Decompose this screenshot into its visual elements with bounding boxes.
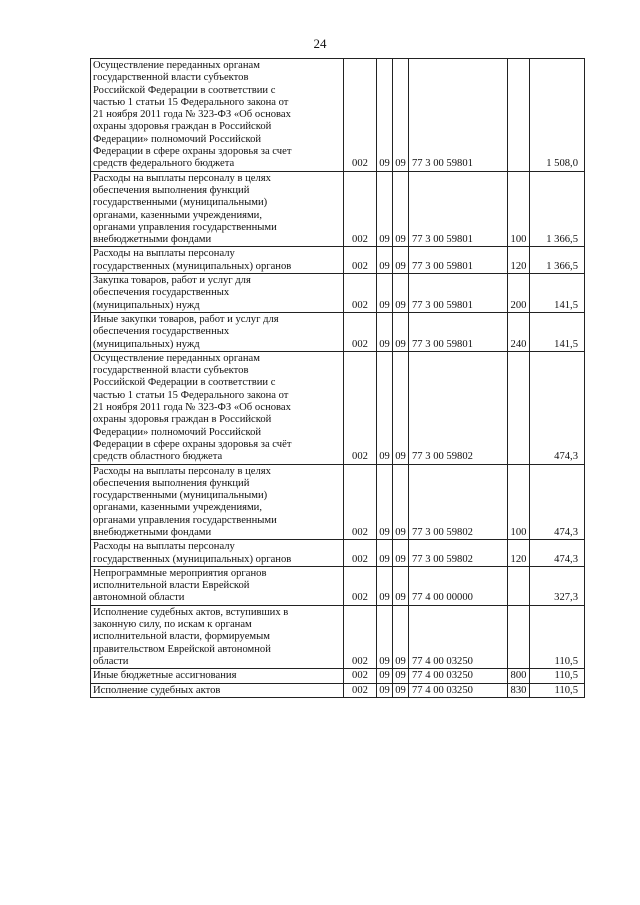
target-article-code-cell: 77 4 00 03250 (409, 683, 508, 697)
gr-code-cell: 002 (344, 566, 377, 605)
expense-type-code-cell: 830 (508, 683, 530, 697)
target-article-code-cell: 77 4 00 03250 (409, 669, 508, 683)
expense-type-code-cell: 100 (508, 171, 530, 247)
target-article-code-cell: 77 3 00 59801 (409, 274, 508, 313)
row-name-cell: Закупка товаров, работ и услуг для обеспечения государственных (муниципальных) нужд (91, 274, 344, 313)
subsection-code-cell: 09 (393, 669, 409, 683)
gr-code-cell: 002 (344, 540, 377, 567)
amount-cell: 110,5 (530, 669, 585, 683)
expense-type-code-cell: 800 (508, 669, 530, 683)
subsection-code-cell: 09 (393, 566, 409, 605)
table-row (91, 669, 585, 683)
expense-type-code-cell (508, 351, 530, 464)
amount-cell: 110,5 (530, 605, 585, 668)
expense-type-code-cell: 120 (508, 247, 530, 274)
amount-cell: 141,5 (530, 274, 585, 313)
section-code-cell: 09 (377, 566, 393, 605)
section-code-cell: 09 (377, 59, 393, 172)
subsection-code-cell: 09 (393, 59, 409, 172)
table-row (91, 312, 585, 351)
table-row (91, 274, 585, 313)
table-body (91, 59, 585, 698)
row-name-cell: Непрограммные мероприятия органов исполнительной власти Еврейской автономной области (91, 566, 344, 605)
amount-cell: 1 366,5 (530, 247, 585, 274)
expense-type-code-cell (508, 59, 530, 172)
target-article-code-cell: 77 3 00 59801 (409, 247, 508, 274)
row-name-cell: Расходы на выплаты персоналу государственных (муниципальных) органов (91, 540, 344, 567)
subsection-code-cell: 09 (393, 312, 409, 351)
table-row (91, 540, 585, 567)
gr-code-cell: 002 (344, 171, 377, 247)
amount-cell: 110,5 (530, 683, 585, 697)
table-row (91, 464, 585, 540)
table-row (91, 247, 585, 274)
row-name-cell: Иные бюджетные ассигнования (91, 669, 344, 683)
row-name-cell: Расходы на выплаты персоналу государственных (муниципальных) органов (91, 247, 344, 274)
target-article-code-cell: 77 3 00 59802 (409, 464, 508, 540)
subsection-code-cell: 09 (393, 605, 409, 668)
amount-cell: 474,3 (530, 540, 585, 567)
expense-type-code-cell (508, 605, 530, 668)
expense-type-code-cell: 120 (508, 540, 530, 567)
row-name-cell: Исполнение судебных актов (91, 683, 344, 697)
subsection-code-cell: 09 (393, 464, 409, 540)
gr-code-cell: 002 (344, 351, 377, 464)
section-code-cell: 09 (377, 351, 393, 464)
target-article-code-cell: 77 3 00 59801 (409, 59, 508, 172)
expense-type-code-cell (508, 566, 530, 605)
amount-cell: 1 366,5 (530, 171, 585, 247)
section-code-cell: 09 (377, 464, 393, 540)
subsection-code-cell: 09 (393, 274, 409, 313)
table-row (91, 683, 585, 697)
amount-cell: 141,5 (530, 312, 585, 351)
expense-type-code-cell: 100 (508, 464, 530, 540)
section-code-cell: 09 (377, 274, 393, 313)
budget-table (90, 58, 585, 698)
gr-code-cell: 002 (344, 274, 377, 313)
row-name-cell: Иные закупки товаров, работ и услуг для обеспечения государственных (муниципальных) нужд (91, 312, 344, 351)
subsection-code-cell: 09 (393, 540, 409, 567)
section-code-cell: 09 (377, 247, 393, 274)
table-row (91, 171, 585, 247)
target-article-code-cell: 77 3 00 59801 (409, 171, 508, 247)
subsection-code-cell: 09 (393, 247, 409, 274)
section-code-cell: 09 (377, 683, 393, 697)
expense-type-code-cell: 200 (508, 274, 530, 313)
subsection-code-cell: 09 (393, 171, 409, 247)
page-number: 24 (313, 36, 327, 51)
table-row (91, 566, 585, 605)
section-code-cell: 09 (377, 171, 393, 247)
section-code-cell: 09 (377, 605, 393, 668)
gr-code-cell: 002 (344, 464, 377, 540)
amount-cell: 474,3 (530, 464, 585, 540)
target-article-code-cell: 77 3 00 59802 (409, 351, 508, 464)
target-article-code-cell: 77 4 00 00000 (409, 566, 508, 605)
amount-cell: 327,3 (530, 566, 585, 605)
target-article-code-cell: 77 3 00 59801 (409, 312, 508, 351)
row-name-cell: Расходы на выплаты персоналу в целях обеспечения выполнения функций государственными (муниципальными) органами, казенными учреждениями, органами управления государственными внебюджетными фондами (91, 464, 344, 540)
target-article-code-cell: 77 3 00 59802 (409, 540, 508, 567)
gr-code-cell: 002 (344, 247, 377, 274)
section-code-cell: 09 (377, 312, 393, 351)
row-name-cell: Осуществление переданных органам государственной власти субъектов Российской Федерации в соответствии с частью 1 статьи 15 Федерального закона от 21 ноября 2011 года № 323-ФЗ «Об основах охраны здоровья граждан в Российской Федерации» полномочий Российской Федерации в сфере охраны здоровья за счет средств федерального бюджета (91, 59, 344, 172)
amount-cell: 1 508,0 (530, 59, 585, 172)
gr-code-cell: 002 (344, 312, 377, 351)
gr-code-cell: 002 (344, 669, 377, 683)
gr-code-cell: 002 (344, 683, 377, 697)
expense-type-code-cell: 240 (508, 312, 530, 351)
gr-code-cell: 002 (344, 605, 377, 668)
row-name-cell: Исполнение судебных актов, вступивших в законную силу, по искам к органам исполнительной власти, формируемым правительством Еврейской автономной области (91, 605, 344, 668)
table-row (91, 605, 585, 668)
table-row (91, 351, 585, 464)
section-code-cell: 09 (377, 669, 393, 683)
table-row (91, 59, 585, 172)
amount-cell: 474,3 (530, 351, 585, 464)
subsection-code-cell: 09 (393, 351, 409, 464)
row-name-cell: Расходы на выплаты персоналу в целях обеспечения выполнения функций государственными (муниципальными) органами, казенными учреждениями, органами управления государственными внебюджетными фондами (91, 171, 344, 247)
target-article-code-cell: 77 4 00 03250 (409, 605, 508, 668)
section-code-cell: 09 (377, 540, 393, 567)
row-name-cell: Осуществление переданных органам государственной власти субъектов Российской Федерации в соответствии с частью 1 статьи 15 Федерального закона от 21 ноября 2011 года № 323-ФЗ «Об основах охраны здоровья граждан в Российской Федерации» полномочий Российской Федерации в сфере охраны здоровья за счёт средств областного бюджета (91, 351, 344, 464)
subsection-code-cell: 09 (393, 683, 409, 697)
gr-code-cell: 002 (344, 59, 377, 172)
